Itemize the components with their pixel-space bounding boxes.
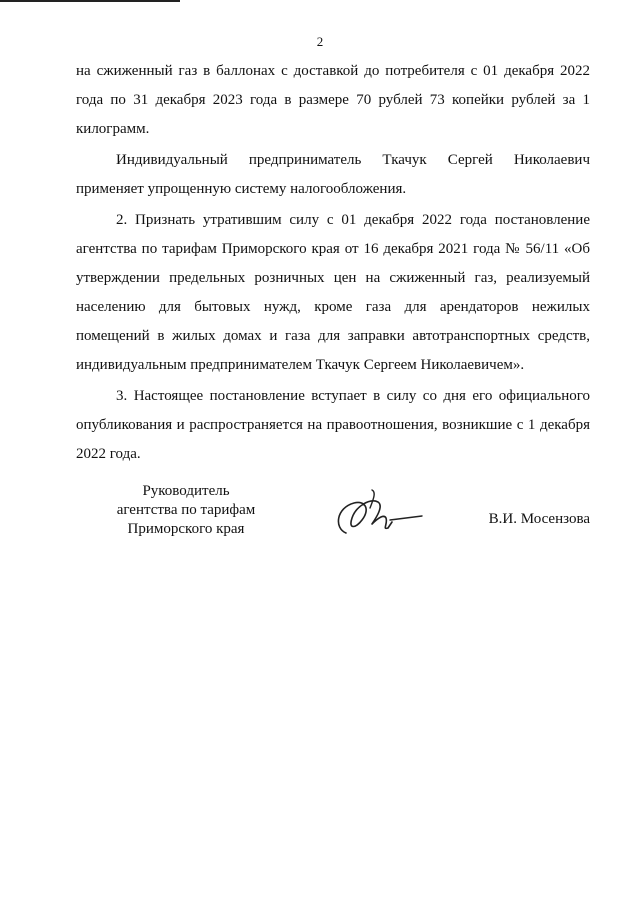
signatory-title-line: Приморского края [127, 521, 245, 537]
paragraph-tax-system: Индивидуальный предприниматель Ткачук Сергей Николаевич применяет упрощенную систему налогообложения. [76, 152, 590, 197]
signatory-title [76, 482, 296, 539]
signature-block [76, 478, 590, 558]
signatory-title-line: агентства по тарифам [116, 502, 256, 518]
paragraph-clause-3: 3. Настоящее постановление вступает в силу со дня его официального опубликования и распространяется на правоотношения, возникшие с 1 декабря 2022 года. [76, 388, 590, 462]
top-rule [0, 0, 180, 2]
paragraph-tariff-continuation: на сжиженный газ в баллонах с доставкой до потребителя с 01 декабря 2022 года по 31 декабря 2023 года в размере 70 рублей 73 копейки рублей за 1 килограмм. [76, 63, 590, 137]
page-number: 2 [316, 34, 324, 49]
document-body [76, 57, 590, 471]
signatory-name: В.И. Мосензова [488, 511, 590, 527]
paragraph-clause-2: 2. Признать утратившим силу с 01 декабря 2022 года постановление агентства по тарифам Приморского края от 16 декабря 2021 года № 56/11 «Об утверждении предельных розничных цен на сжиженный газ, реализуемый населению для бытовых нужд, кроме газа для арендаторов нежилых помещений в жилых домах и газа для заправки автотранспортных средств, индивидуальным предпринимателем Ткачук Сергеем Николаевичем». [76, 212, 590, 373]
signatory-title-line: Руководитель [142, 483, 230, 499]
handwritten-signature [326, 478, 426, 548]
